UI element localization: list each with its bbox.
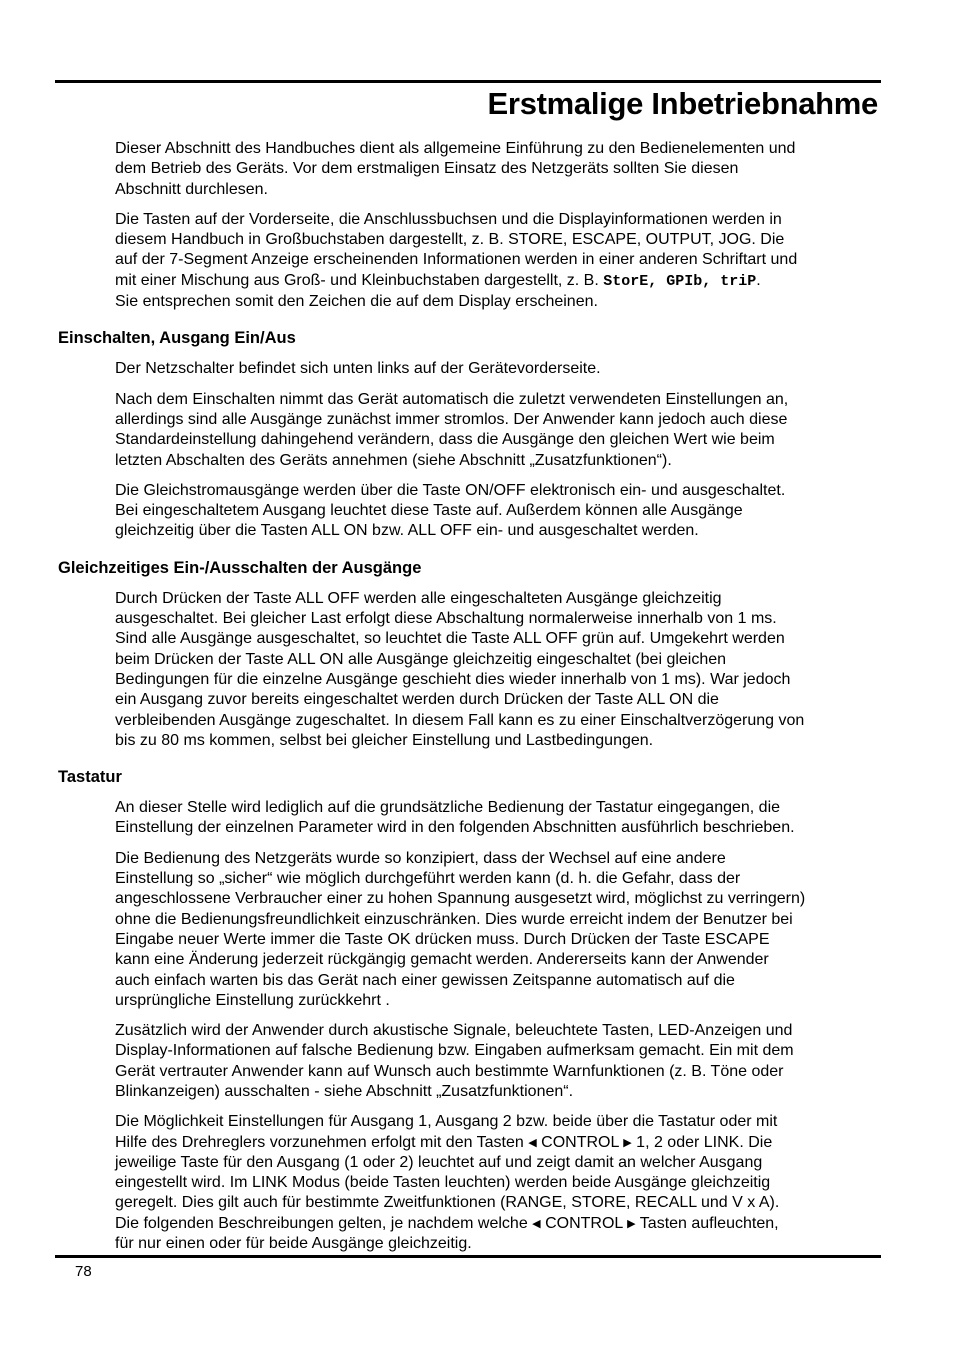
arrow-right-icon: ▶ bbox=[627, 1217, 636, 1230]
text-line: Dieser Abschnitt des Handbuches dient als allgemeine Einführung zu den Bedienelementen und bbox=[115, 140, 796, 157]
text-line: Nach dem Einschalten nimmt das Gerät automatisch die zuletzt verwendeten Einstellungen an, bbox=[115, 390, 789, 408]
text-line bbox=[115, 1214, 954, 1234]
arrow-right-icon: ▶ bbox=[623, 1136, 632, 1149]
paragraph bbox=[115, 1112, 954, 1254]
text-line: Display-Informationen auf falsche Bedienung bzw. Eingaben aufmerksam gemacht. Ein mit dem bbox=[115, 1042, 794, 1060]
text-line: auch einfach warten bis das Gerät nach einer gewissen Zeitspanne automatisch auf die bbox=[115, 971, 735, 989]
text-line: geregelt. Dies gilt auch für bestimmte Zweitfunktionen (RANGE, STORE, RECALL und V x A). bbox=[115, 1194, 780, 1212]
paragraph bbox=[115, 798, 954, 839]
text-segment: . bbox=[756, 271, 761, 289]
text-line: Einstellung der einzelnen Parameter wird in den folgenden Abschnitten ausführlich beschrieben. bbox=[115, 819, 795, 837]
text-line: Eingabe neuer Werte immer die Taste OK drücken muss. Durch Drücken der Taste ESCAPE bbox=[115, 930, 770, 948]
text-segment: Die folgenden Beschreibungen gelten, je nachdem welche bbox=[115, 1214, 533, 1232]
text-segment: Tasten aufleuchten, bbox=[635, 1214, 779, 1232]
paragraph bbox=[115, 210, 954, 312]
text-segment: 1, 2 oder LINK. Die bbox=[631, 1133, 773, 1151]
paragraph bbox=[115, 359, 954, 379]
top-rule bbox=[55, 80, 881, 83]
text-line: ein Ausgang zuvor bereits eingeschaltet werden durch Drücken der Taste ALL ON die bbox=[115, 691, 719, 709]
text-line: Die Möglichkeit Einstellungen für Ausgang 1, Ausgang 2 bzw. beide über die Tastatur oder mit bbox=[115, 1113, 778, 1131]
text-line: Zusätzlich wird der Anwender durch akustische Signale, beleuchtete Tasten, LED-Anzeigen und bbox=[115, 1022, 793, 1040]
text-line: Durch Drücken der Taste ALL OFF werden alle eingeschalteten Ausgänge gleichzeitig bbox=[115, 589, 722, 607]
text-line: ausgeschaltet. Bei gleicher Last erfolgt diese Abschaltung normalerweise innerhalb von 1 ms. bbox=[115, 610, 777, 628]
text-line: allerdings sind alle Ausgänge zunächst immer stromlos. Der Anwender kann jedoch auch diese bbox=[115, 410, 788, 428]
arrow-left-icon: ◀ bbox=[528, 1136, 537, 1149]
text-line: für nur einen oder für beide Ausgänge gleichzeitig. bbox=[115, 1235, 472, 1253]
text-line: jeweilige Taste für den Ausgang (1 oder 2) leuchtet auf und zeigt damit an welcher Ausgang bbox=[115, 1153, 763, 1171]
page-title: Erstmalige Inbetriebnahme bbox=[487, 86, 878, 121]
text-line: Bei eingeschaltetem Ausgang leuchtet diese Taste auf. Außerdem können alle Ausgänge bbox=[115, 502, 743, 520]
document-body bbox=[0, 139, 954, 1264]
paragraph bbox=[115, 589, 954, 751]
text-line: diesem Handbuch in Großbuchstaben dargestellt, z. B. STORE, ESCAPE, OUTPUT, JOG. Die bbox=[115, 231, 785, 249]
text-line: kann eine Änderung jederzeit rückgängig gemacht werden. Andererseits kann der Anwender bbox=[115, 951, 769, 969]
text-line: beim Drücken der Taste ALL ON alle Ausgänge gleichzeitig eingeschaltet (bei gleichen bbox=[115, 650, 727, 668]
page-number: 78 bbox=[75, 1263, 92, 1280]
text-line bbox=[115, 271, 954, 292]
text-segment: CONTROL bbox=[536, 1133, 624, 1151]
display-code-text: StorE, GPIb, triP bbox=[603, 272, 757, 290]
text-line: Die Bedienung des Netzgeräts wurde so konzipiert, dass der Wechsel auf eine andere bbox=[115, 849, 726, 867]
section-heading: Einschalten, Ausgang Ein/Aus bbox=[58, 329, 296, 348]
arrow-left-icon: ◀ bbox=[532, 1217, 541, 1230]
text-line: auf der 7-Segment Anzeige erscheinenden Informationen werden in einer anderen Schriftart und bbox=[115, 251, 798, 269]
text-line: Sind alle Ausgänge ausgeschaltet, so leuchtet die Taste ALL OFF grün auf. Umgekehrt werden bbox=[115, 630, 785, 648]
text-line: Einstellung so „sicher“ wie möglich durchgeführt werden kann (d. h. die Gefahr, dass der bbox=[115, 870, 741, 888]
paragraph bbox=[115, 481, 954, 542]
text-line: bis zu 80 ms kommen, selbst bei gleicher Einstellung und Lastbedingungen. bbox=[115, 731, 654, 749]
text-line: dem Betrieb des Geräts. Vor dem erstmaligen Einsatz des Netzgeräts sollten Sie diesen bbox=[115, 160, 739, 178]
text-line: Sie entsprechen somit den Zeichen die auf dem Display erscheinen. bbox=[115, 293, 598, 311]
text-line: verbleibenden Ausgänge zugeschaltet. In diesem Fall kann es zu einer Einschaltverzögerung von bbox=[115, 711, 805, 729]
text-line: Bedingungen für die einzelne Ausgänge geschieht dies wieder innerhalb von 1 ms). War jedoch bbox=[115, 670, 791, 688]
text-line: Die Tasten auf der Vorderseite, die Anschlussbuchsen und die Displayinformationen werden in bbox=[115, 210, 782, 228]
paragraph bbox=[115, 1021, 954, 1102]
text-segment: mit einer Mischung aus Groß- und Kleinbuchstaben dargestellt, z. B. bbox=[115, 271, 604, 289]
text-line: angeschlossene Verbraucher einer zu hohen Spannung ausgesetzt wird, möglichst zu verringern) bbox=[115, 890, 806, 908]
text-line: gleichzeitig über die Tasten ALL ON bzw. ALL OFF ein- und ausgeschaltet werden. bbox=[115, 522, 699, 540]
text-line bbox=[115, 1133, 954, 1153]
paragraph bbox=[115, 849, 954, 1011]
text-line: An dieser Stelle wird lediglich auf die grundsätzliche Bedienung der Tastatur eingegangen, die bbox=[115, 799, 781, 817]
text-line: eingestellt wird. Im LINK Modus (beide Tasten leuchten) werden beide Ausgänge gleichzeitig bbox=[115, 1174, 771, 1192]
paragraph bbox=[115, 390, 954, 471]
text-line: Blinkanzeigen) ausschalten - siehe Abschnitt „Zusatzfunktionen“. bbox=[115, 1082, 574, 1100]
text-line: ohne die Bedienungsfreundlichkeit einzuschränken. Dies wurde erreicht indem der Benutzer bei bbox=[115, 910, 793, 928]
text-line: ursprüngliche Einstellung zurückkehrt . bbox=[115, 991, 390, 1009]
text-segment: CONTROL bbox=[540, 1214, 628, 1232]
text-line: Die Gleichstromausgänge werden über die Taste ON/OFF elektronisch ein- und ausgeschaltet. bbox=[115, 481, 786, 499]
paragraph bbox=[115, 139, 954, 200]
text-line: Gerät vertrauter Anwender kann auf Wunsch auch bestimmte Warnfunktionen (z. B. Töne oder bbox=[115, 1062, 784, 1080]
text-line: Der Netzschalter befindet sich unten links auf der Gerätevorderseite. bbox=[115, 360, 601, 378]
section-heading: Gleichzeitiges Ein-/Ausschalten der Ausgänge bbox=[58, 558, 422, 577]
text-segment: Hilfe des Drehreglers vorzunehmen erfolgt mit den Tasten bbox=[115, 1133, 529, 1151]
bottom-rule bbox=[55, 1255, 881, 1258]
text-line: Abschnitt durchlesen. bbox=[115, 180, 268, 198]
text-line: Standardeinstellung dahingehend verändern, dass die Ausgänge den gleichen Wert wie beim bbox=[115, 431, 775, 449]
section-heading: Tastatur bbox=[58, 768, 122, 787]
text-line: letzten Abschalten des Geräts annehmen (siehe Abschnitt „Zusatzfunktionen“). bbox=[115, 451, 672, 469]
